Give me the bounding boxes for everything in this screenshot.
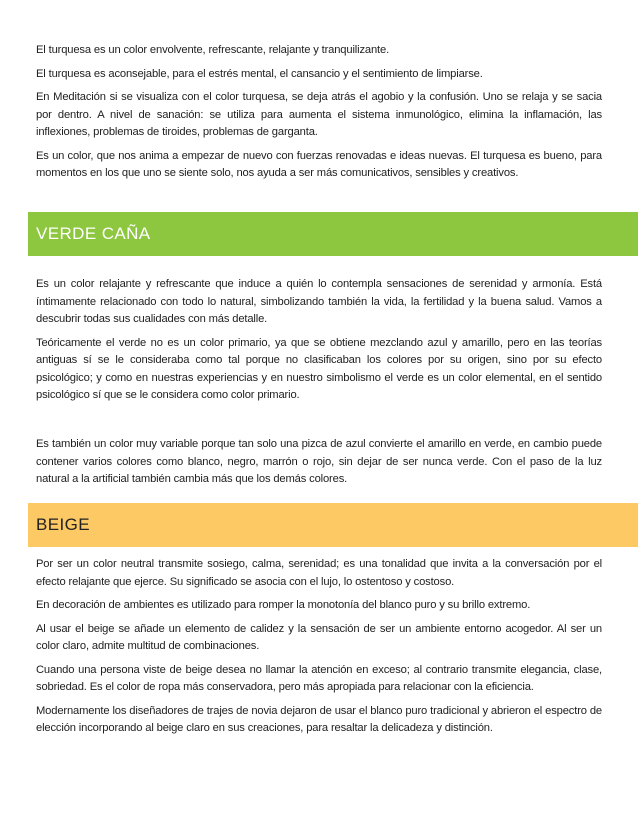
beige-heading-band [28, 503, 638, 547]
verde-cana-section-extra [36, 436, 602, 495]
verde-cana-heading-band [28, 212, 638, 256]
turquesa-paragraph-3: En Meditación si se visualiza con el color turquesa, se deja atrás el agobio y la confusión. Uno se relaja y se sacia por dentro. A nivel de sanación: se utiliza para aumenta el sistema inmunológico, elimina la inflamación, las inflexiones, problemas de tiroides, problemas de garganta. [36, 91, 602, 138]
beige-paragraph-2: En decoración de ambientes es utilizado para romper la monotonía del blanco puro y su brillo extremo. [36, 599, 531, 611]
beige-paragraph-1: Por ser un color neutral transmite sosiego, calma, serenidad; es una tonalidad que invita a la conversación por el efecto relajante que ejerce. Su significado se asocia con el lujo, lo ostentoso y costoso. [36, 558, 602, 588]
beige-paragraph-4: Cuando una persona viste de beige desea no llamar la atención en exceso; al contrario transmite elegancia, clase, sobriedad. Es el color de ropa más conservadora, pero más apropiada para relacionar con la eficiencia. [36, 663, 602, 693]
verde-cana-heading: VERDE CAÑA [36, 224, 151, 243]
verde-cana-paragraph-3: Es también un color muy variable porque tan solo una pizca de azul convierte el amarillo en verde, en cambio puede contener varios colores como blanco, negro, marrón o rojo, sin dejar de ser nunca verde. Con el paso de la luz natural a la artificial también cambia más que los demás colores. [36, 438, 602, 485]
verde-cana-section [36, 276, 602, 411]
beige-paragraph-5: Modernamente los diseñadores de trajes de novia dejaron de usar el blanco puro tradicional y abrieron el espectro de elección incorporando al beige claro en sus creaciones, para resaltar la delicadeza y distinción. [36, 704, 602, 734]
turquesa-paragraph-1: El turquesa es un color envolvente, refrescante, relajante y tranquilizante. [36, 44, 390, 56]
verde-cana-paragraph-2: Teóricamente el verde no es un color primario, ya que se obtiene mezclando azul y amarillo, pero en las teorías antiguas sí se le consideraba como tal porque no clasificaban los colores por su origen, sino por su efecto psicológico; y como en nuestras experiencias y en nuestro simbolismo el verde es un color elemental, en el sentido psicológico sí que se le considera como color primario. [36, 336, 602, 401]
verde-cana-paragraph-1: Es un color relajante y refrescante que induce a quién lo contempla sensaciones de serenidad y armonía. Está íntimamente relacionado con todo lo natural, simbolizando también la vida, la fertilidad y la buena salud. Vamos a descubrir todas sus cualidades con más detalle. [36, 278, 602, 325]
beige-paragraph-3: Al usar el beige se añade un elemento de calidez y la sensación de ser un ambiente entorno acogedor. Al ser un color claro, admite multitud de combinaciones. [36, 622, 602, 652]
turquesa-paragraph-2: El turquesa es aconsejable, para el estrés mental, el cansancio y el sentimiento de limpiarse. [36, 67, 483, 80]
beige-heading: BEIGE [36, 515, 90, 534]
turquesa-section [36, 42, 602, 189]
beige-section [36, 556, 602, 744]
turquesa-paragraph-4: Es un color, que nos anima a empezar de nuevo con fuerzas renovadas e ideas nuevas. El turquesa es bueno, para momentos en los que uno se siente solo, nos ayuda a ser más comunicativos, sensibles y creativos. [36, 149, 602, 179]
